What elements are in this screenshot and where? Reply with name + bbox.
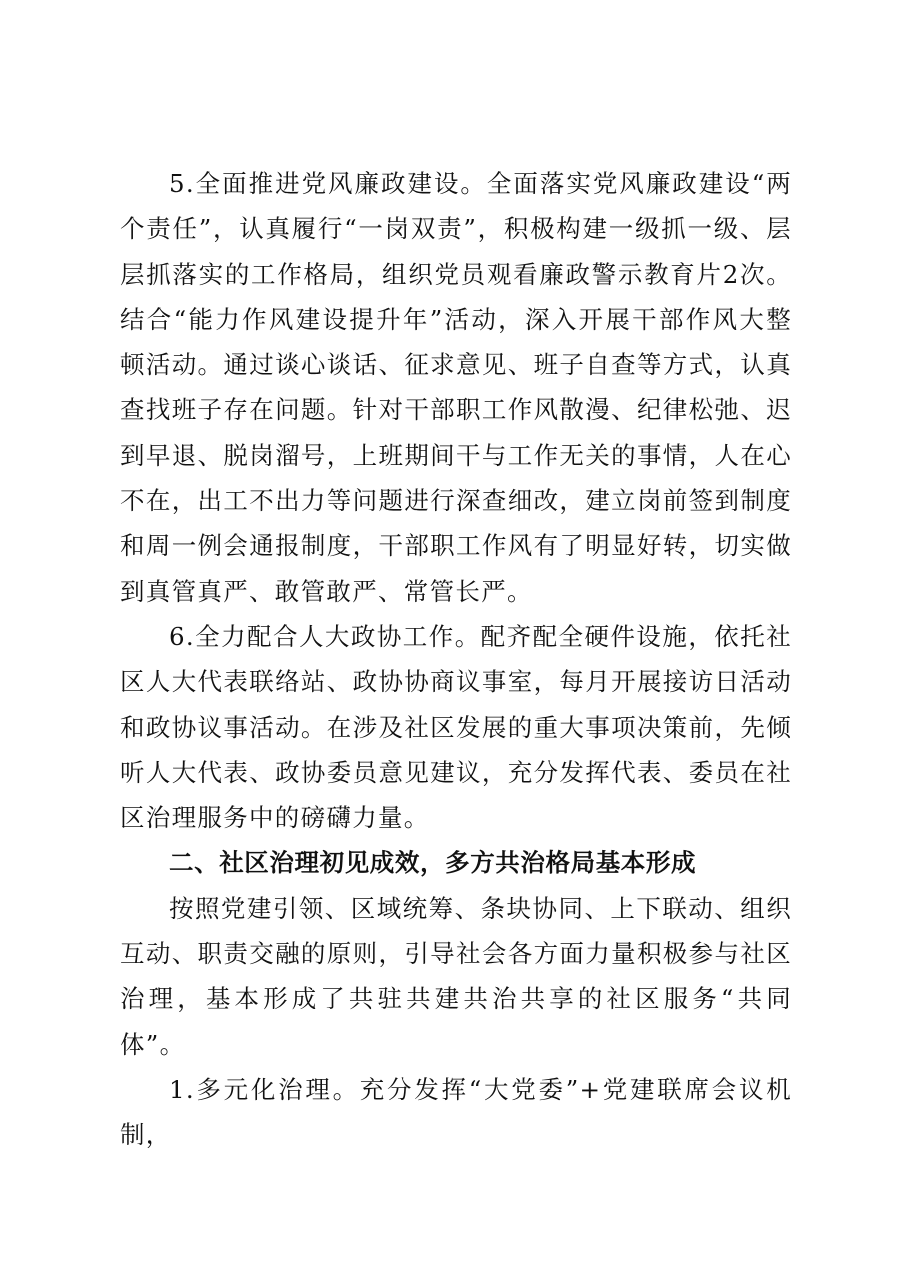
document-body [120, 161, 792, 1158]
paragraph-party-conduct: 5.全面推进党风廉政建设。全面落实党风廉政建设“两个责任”，认真履行“一岗双责”，积极构建一级抓一级、层层抓落实的工作格局，组织党员观看廉政警示教育片2次。结合“能力作风建设提升年”活动，深入开展干部作风大整顿活动。通过谈心谈话、征求意见、班子自查等方式，认真查找班子存在问题。针对干部职工作风散漫、纪律松弛、迟到早退、脱岗溜号，上班期间干与工作无关的事情，人在心不在，出工不出力等问题进行深查细改，建立岗前签到制度和周一例会通报制度，干部职工作风有了明显好转，切实做到真管真严、敢管敢严、常管长严。 [120, 169, 792, 606]
section-heading: 二、社区治理初见成效，多方共治格局基本形成 [169, 848, 697, 878]
paragraph-governance-principles: 按照党建引领、区域统筹、条块协同、上下联动、组织互动、职责交融的原则，引导社会各方面力量积极参与社区治理，基本形成了共驻共建共治共享的社区服务“共同体”。 [120, 893, 792, 1059]
paragraph-diversified-governance: 1.多元化治理。充分发挥“大党委”+党建联席会议机制， [120, 1074, 792, 1150]
paragraph-npc-cppcc-work: 6.全力配合人大政协工作。配齐配全硬件设施，依托社区人大代表联络站、政协协商议事室，每月开展接访日活动和政协议事活动。在涉及社区发展的重大事项决策前，先倾听人大代表、政协委员意见建议，充分发挥代表、委员在社区治理服务中的磅礴力量。 [120, 621, 792, 833]
